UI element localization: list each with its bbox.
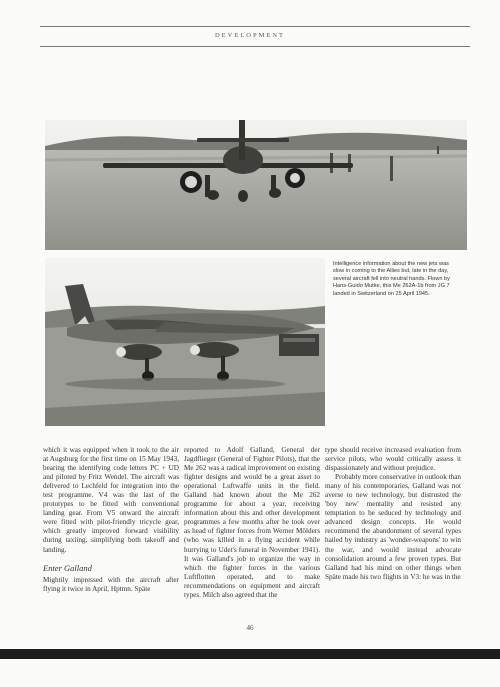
bottom-edge-bar bbox=[0, 649, 500, 659]
running-header: DEVELOPMENT bbox=[214, 32, 286, 39]
column1-paragraph-1: which it was equipped when it took to the air at Augsburg for the first time on 15 May 1943, bearing the identifying code letters PC + UD and piloted by Fritz Wendel. The aircraft was delivered to Lechfeld for integration into the test programme. V4 was the last of the prototypes to be fitted with conventional landing gear. From V5 onward the aircraft were fitted with pilot-friendly tricycle gear, which greatly improved forward visibility during taxiing, simplifying both takeoff and landing. bbox=[43, 446, 179, 554]
column1-paragraph-2: Mightily impressed with the aircraft after flying it twice in April, Hptmn. Späte bbox=[43, 575, 179, 593]
photo-caption: Intelligence information about the new jets was slow in coming to the Allies but, late in the day, several aircraft fell into neutral hands. Flown by Hans-Guido Mutke, this Me 262A-1b from JG 7 landed in Switzerland on 25 April 1945. bbox=[333, 261, 450, 297]
column2-paragraph-1: reported to Adolf Galland, General der Jagdflieger (General of Fighter Pilots), that the Me 262 was a radical improvement on existing fighter designs and would be a great asset to operational Luftwaffe units in the field. Galland had known about the Me 262 programme for about a year, receiving information about this and other development programmes a few months after he took over as head of fighter forces from Werner Mölders (who was killed in a flying accident while hurrying to Udet's funeral in November 1941). It was Galland's job to organize the way in which the fighter forces in the various Luftflotten operated, and to make recommendations on equipment and aircraft types. Milch also agreed that the bbox=[184, 446, 320, 599]
page-number: 46 bbox=[246, 624, 254, 632]
photo-me262-camouflaged bbox=[45, 258, 325, 426]
column3-paragraph-1: type should receive increased evaluation from service pilots, who would critically assess it dispassionately and without prejudice. bbox=[325, 446, 461, 473]
text-column-2 bbox=[184, 446, 320, 600]
column3-paragraph-2: Probably more conservative in outlook than many of his contemporaries, Galland was not averse to new technology, but distrusted the 'boy new' mentality and resisted any temptation to be seduced by technology and advanced design concepts. He would recommend the abandonment of several types hailed by industry as 'wonder-weapons' to win the war, and would instead advocate consolidation around a few proven types. But Galland had his mind on other things when Späte made his two flights in V3: he was in the bbox=[325, 473, 461, 581]
photo-me262-rear-view bbox=[45, 120, 467, 250]
text-column-3 bbox=[325, 446, 461, 582]
section-subheading: Enter Galland bbox=[43, 562, 92, 573]
header-top-rule bbox=[40, 26, 470, 27]
text-column-1 bbox=[43, 446, 179, 594]
header-bottom-rule bbox=[40, 46, 470, 47]
